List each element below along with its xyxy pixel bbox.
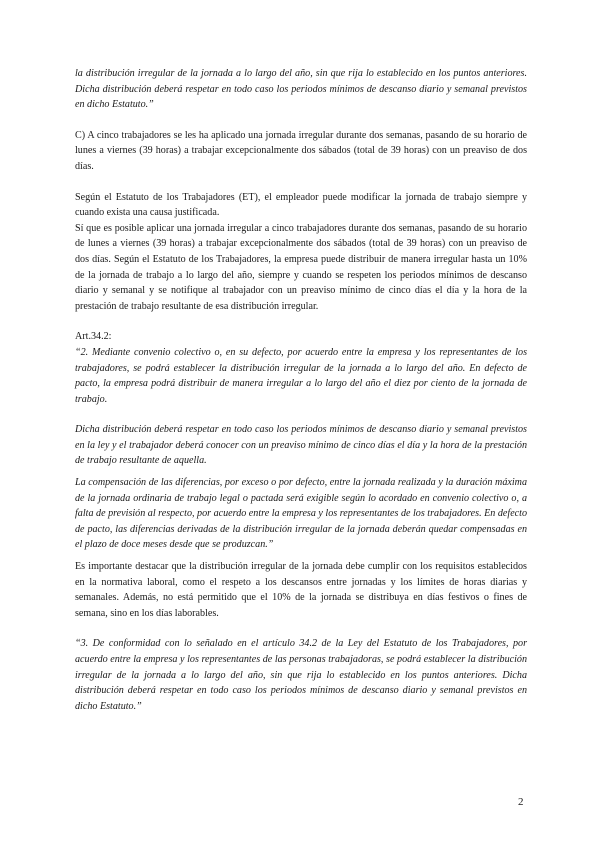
note-paragraph: Es importante destacar que la distribución irregular de la jornada debe cumplir con los requisitos establecidos en la normativa laboral, como el respeto a los descansos entre jornadas y los límites de horas diarias y semanales. Además, no está permitido que el 10% de la jornada se distribuya en días festivos o fines de semana, sino en los días laborables. [75, 561, 527, 619]
article-quote-paragraph-2: Dicha distribución deberá respetar en todo caso los periodos mínimos de descanso diario y semanal previstos en la ley y el trabajador deberá conocer con un preaviso mínimo de cinco días el día y la hora de la prestación de trabajo resultante de aquella. [75, 424, 527, 467]
page-content [75, 66, 527, 714]
article-quote-paragraph-3: La compensación de las diferencias, por exceso o por defecto, entre la jornada realizada y la duración máxima de la jornada ordinaria de trabajo legal o pactada será exigible según lo acordado en convenio colectivo o, a falta de previsión al respecto, por acuerdo entre la empresa y los representantes de los trabajadores. En defecto de pacto, las diferencias derivadas de la distribución irregular de la jornada deberán quedar compensadas en el plazo de doce meses desde que se produzcan.” [75, 477, 527, 551]
case-c-paragraph: C) A cinco trabajadores se les ha aplicado una jornada irregular durante dos semanas, pasando de su horario de lunes a viernes (39 horas) a trabajar excepcionalmente dos sábados (total de 39 horas) con un preaviso de dos días. [75, 129, 527, 172]
final-quote-paragraph: “3. De conformidad con lo señalado en el artículo 34.2 de la Ley del Estatuto de los Trabajadores, por acuerdo entre la empresa y los representantes de las personas trabajadoras, se podrá establecer la distribución irregular de la jornada a lo largo del año, sin que rija lo establecido en los puntos anteriores. Dicha distribución deberá respetar en todo caso los periodos mínimos de descanso diario y semanal previstos en dicho Estatuto.” [75, 638, 527, 712]
top-quote-continuation: la distribución irregular de la jornada a lo largo del año, sin que rija lo establecido en los puntos anteriores. Dicha distribución deberá respetar en todo caso los periodos mínimos de descanso diario y semanal previstos en dicho Estatuto.” [75, 68, 527, 111]
article-quote-paragraph-1: “2. Mediante convenio colectivo o, en su defecto, por acuerdo entre la empresa y los representantes de los trabajadores, se podrá establecer la distribución irregular de la jornada a lo largo del año. En defecto de pacto, la empresa podrá distribuir de manera irregular a lo largo del año el diez por ciento de la jornada de trabajo. [75, 346, 527, 405]
page-number: 2 [518, 796, 524, 808]
answer-body-paragraph: Sí que es posible aplicar una jornada irregular a cinco trabajadores durante dos semanas, pasando de su horario de lunes a viernes (39 horas) a trabajar excepcionalmente dos sábados (total de 39 horas) con un preaviso de dos días. Según el Estatuto de los Trabajadores, la empresa puede distribuir de manera irregular hasta un 10% de la jornada de trabajo a lo largo del año, siempre y cuando se respeten los periodos mínimos de descanso diario y semanal y se notifique al trabajador con un preaviso mínimo de cinco días el día y la hora de la prestación de trabajo resultante de esa distribución irregular. [75, 222, 527, 312]
article-label: Art.34.2: [75, 331, 112, 343]
answer-intro-paragraph: Según el Estatuto de los Trabajadores (ET), el empleador puede modificar la jornada de trabajo siempre y cuando exista una causa justificada. [75, 191, 527, 219]
